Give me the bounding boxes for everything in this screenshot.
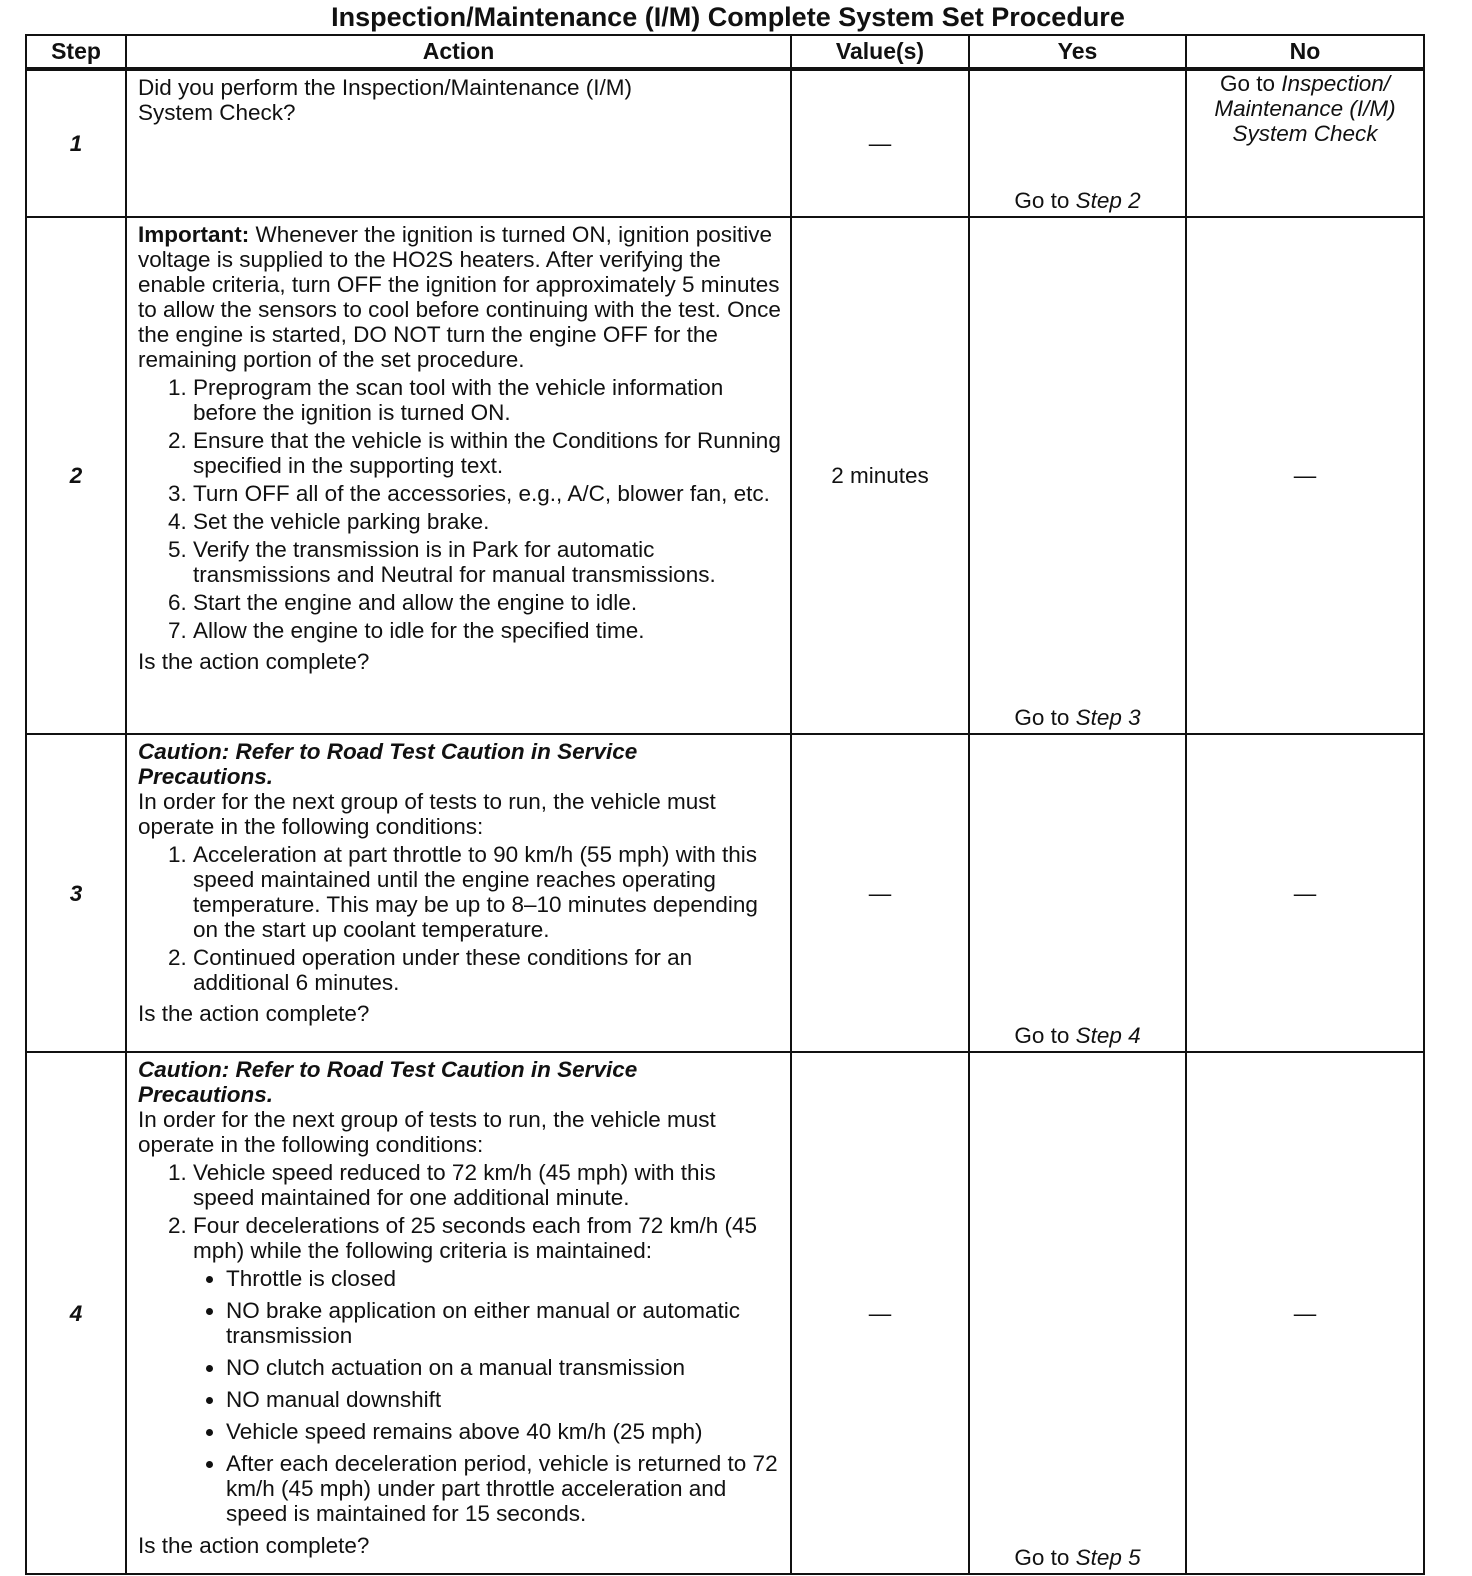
yes-prefix: Go to	[1014, 1545, 1076, 1570]
action-cell	[126, 1052, 791, 1574]
action-intro: In order for the next group of tests to run, the vehicle must operate in the following conditions:	[138, 1107, 716, 1157]
important-text: Whenever the ignition is turned ON, ignition positive voltage is supplied to the HO2S heaters. After verifying the enable criteria, turn OFF the ignition for approximately 5 minutes to allow the sensors to cool before continuing with the test. Once the engine is started, DO NOT turn the engine OFF for the remaining portion of the set procedure.	[138, 222, 781, 372]
list-item: 7. Allow the engine to idle for the specified time.	[193, 618, 782, 643]
action-steps-list	[138, 375, 782, 643]
no-cell: —	[1186, 217, 1424, 734]
important-note	[138, 222, 782, 372]
list-item: 2. Continued operation under these conditions for an additional 6 minutes.	[193, 945, 782, 995]
value-cell: —	[791, 1052, 969, 1574]
action-text: Did you perform the Inspection/Maintenance (I/M) System Check?	[138, 75, 632, 125]
header-action: Action	[126, 35, 791, 69]
bullet-item: • NO brake application on either manual or automatic transmission	[226, 1298, 782, 1348]
no-prefix: Go to	[1219, 71, 1282, 96]
step-number: 3	[26, 734, 126, 1052]
criteria-list	[193, 1266, 782, 1526]
no-cell: —	[1186, 734, 1424, 1052]
action-intro: In order for the next group of tests to run, the vehicle must operate in the following conditions:	[138, 789, 716, 839]
list-item: 5. Verify the transmission is in Park for automatic transmissions and Neutral for manual transmissions.	[193, 537, 782, 587]
caution-note: Caution: Refer to Road Test Caution in Service Precautions.	[138, 739, 638, 789]
yes-prefix: Go to	[1014, 705, 1076, 730]
header-no: No	[1186, 35, 1424, 69]
yes-cell	[969, 1052, 1186, 1574]
header-row	[26, 35, 1424, 69]
list-item	[193, 1213, 782, 1526]
yes-cell	[969, 69, 1186, 217]
bullet-item: • Throttle is closed	[226, 1266, 782, 1291]
header-value: Value(s)	[791, 35, 969, 69]
bullet-item: • NO manual downshift	[226, 1387, 782, 1412]
action-cell	[126, 217, 791, 734]
action-question: Is the action complete?	[138, 649, 370, 674]
header-step: Step	[26, 35, 126, 69]
step-number: 4	[26, 1052, 126, 1574]
action-steps-list	[138, 842, 782, 995]
bullet-item: • NO clutch actuation on a manual transmission	[226, 1355, 782, 1380]
value-cell: —	[791, 69, 969, 217]
action-steps-list	[138, 1160, 782, 1526]
step-number: 1	[26, 69, 126, 217]
yes-cell	[969, 217, 1186, 734]
important-label: Important:	[138, 222, 250, 247]
list-item: 3. Turn OFF all of the accessories, e.g., A/C, blower fan, etc.	[193, 481, 782, 506]
yes-prefix: Go to	[1014, 1023, 1076, 1048]
action-question: Is the action complete?	[138, 1533, 370, 1558]
list-item: 4. Set the vehicle parking brake.	[193, 509, 782, 534]
step-5-link[interactable]: Step 5	[1075, 1545, 1141, 1570]
table-row-step-1	[26, 69, 1424, 217]
action-cell	[126, 69, 791, 217]
step-number: 2	[26, 217, 126, 734]
header-yes: Yes	[969, 35, 1186, 69]
list-item: 6. Start the engine and allow the engine to idle.	[193, 590, 782, 615]
procedure-table	[25, 34, 1425, 1575]
bullet-item: • Vehicle speed remains above 40 km/h (25 mph)	[226, 1419, 782, 1444]
caution-note: Caution: Refer to Road Test Caution in Service Precautions.	[138, 1057, 638, 1107]
list-item: 2. Ensure that the vehicle is within the Conditions for Running specified in the supporting text.	[193, 428, 782, 478]
step-2-link[interactable]: Step 2	[1075, 188, 1141, 213]
value-cell: —	[791, 734, 969, 1052]
table-row-step-4	[26, 1052, 1424, 1574]
action-question: Is the action complete?	[138, 1001, 370, 1026]
step-3-link[interactable]: Step 3	[1075, 705, 1141, 730]
page-title: Inspection/Maintenance (I/M) Complete System Set Procedure	[331, 2, 1125, 32]
action-cell	[126, 734, 791, 1052]
table-row-step-3	[26, 734, 1424, 1052]
list-item: 1. Preprogram the scan tool with the vehicle information before the ignition is turned ON.	[193, 375, 782, 425]
no-cell	[1186, 69, 1424, 217]
list-item: 1. Acceleration at part throttle to 90 km/h (55 mph) with this speed maintained until the engine reaches operating temperature. This may be up to 8–10 minutes depending on the start up coolant temperature.	[193, 842, 782, 942]
step-4-link[interactable]: Step 4	[1075, 1023, 1141, 1048]
value-cell: 2 minutes	[791, 217, 969, 734]
list-item: 1. Vehicle speed reduced to 72 km/h (45 mph) with this speed maintained for one additional minute.	[193, 1160, 782, 1210]
yes-cell	[969, 734, 1186, 1052]
no-cell: —	[1186, 1052, 1424, 1574]
list-item-text: Four decelerations of 25 seconds each from 72 km/h (45 mph) while the following criteria is maintained:	[193, 1213, 758, 1263]
bullet-item: • After each deceleration period, vehicle is returned to 72 km/h (45 mph) under part throttle acceleration and speed is maintained for 15 seconds.	[226, 1451, 782, 1526]
system-check-link[interactable]: Inspection/ Maintenance (I/M) System Check	[1214, 71, 1396, 146]
table-row-step-2	[26, 217, 1424, 734]
yes-prefix: Go to	[1014, 188, 1076, 213]
